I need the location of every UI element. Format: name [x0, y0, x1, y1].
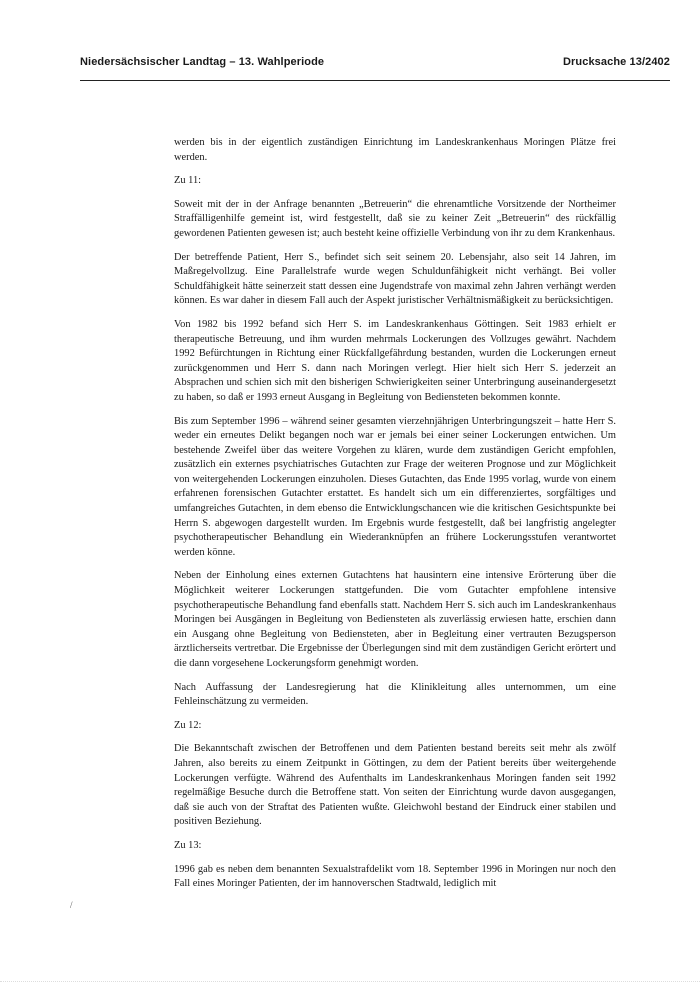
- paragraph: werden bis in der eigentlich zuständigen Einrichtung im Landeskrankenhaus Moringen Plätze frei werden.: [174, 137, 616, 163]
- page-header: [80, 56, 670, 68]
- paragraph: Der betreffende Patient, Herr S., befindet sich seit seinem 20. Lebensjahr, also seit 14 Jahren, im Maßregelvollzug. Eine Parallelstrafe wurde wegen Schuldunfähigkeit nicht verhängt. Bei voller Schuldfähigkeit hätte seinerzeit statt dessen eine Jugendstrafe von maximal zehn Jahren verhängt werden können. Es war daher in diesem Fall auch der Aspekt juristischer Verhältnismäßigkeit zu berücksichtigen.: [174, 251, 616, 307]
- header-document-number: Drucksache 13/2402: [563, 56, 670, 68]
- scan-edge-dots: [0, 981, 700, 982]
- section-heading-13: Zu 13:: [174, 839, 202, 851]
- paragraph: Soweit mit der in der Anfrage benannten „Betreuerin“ die ehrenamtliche Vorsitzende der Northeimer Straffälligenhilfe gemeint ist, wird festgestellt, daß sie zu keiner Zeit „Betreuerin“ des rückfällig gewordenen Patienten gewesen ist; auch besteht keine offizielle Verbindung von ihr zu dem Krankenhaus.: [174, 198, 616, 239]
- paragraph: Von 1982 bis 1992 befand sich Herr S. im Landeskrankenhaus Göttingen. Seit 1983 erhielt er therapeutische Betreuung, und ihm wurden mehrmals Lockerungen des Vollzuges gewährt. Nachdem 1992 Befürchtungen in Richtung einer Rückfallgefährdung bestanden, wurden die Lockerungen erneut zurückgenommen und Herr S. dann nach Moringen verlegt. Hier hielt sich Herr S. jederzeit an Absprachen und schien sich mit den bisherigen Schwierigkeiten seiner Unterbringung auseinandergesetzt zu haben, so daß er 1993 erneut Ausgang in Begleitung von Bediensteten bekommen konnte.: [174, 318, 616, 403]
- paragraph: Nach Auffassung der Landesregierung hat die Klinikleitung alles unternommen, um eine Fehleinschätzung zu vermeiden.: [174, 681, 616, 708]
- document-body: [174, 136, 616, 901]
- paragraph: Neben der Einholung eines externen Gutachtens hat hausintern eine intensive Erörterung über die Möglichkeit weiterer Lockerungen stattgefunden. Die vom Gutachter empfohlene intensive psychotherapeutische Behandlung fand ebenfalls statt. Nachdem Herr S. sich auch im Landeskrankenhaus Moringen bei Ausgängen in Begleitung von Bediensteten als zuverlässig erwiesen hatte, erschien dann ein Ausgang ohne Begleitung von Bediensteten, aber in Begleitung einer vertrauten Bezugsperson ärztlicherseits vertretbar. Die Ergebnisse der Überlegungen sind mit dem zuständigen Gericht erörtert und die dann vorgesehene Lockerungsform genehmigt worden.: [174, 570, 616, 669]
- header-publication: Niedersächsischer Landtag – 13. Wahlperiode: [80, 56, 325, 68]
- header-divider: [80, 80, 670, 81]
- section-heading-11: Zu 11:: [174, 175, 202, 187]
- paragraph: 1996 gab es neben dem benannten Sexualstrafdelikt vom 18. September 1996 in Moringen nur noch den Fall eines Moringer Patienten, der im hannoverschen Stadtwald, lediglich mit: [174, 863, 616, 890]
- paragraph: Bis zum September 1996 – während seiner gesamten vierzehnjährigen Unterbringungszeit – hatte Herr S. weder ein erneutes Delikt begangen noch war er jemals bei einer seiner Lockerungen entwichen. Um bestehende Zweifel über das weitere Vorgehen zu klären, wurde dem zuständigen Gericht empfohlen, zusätzlich ein externes psychiatrisches Gutachten zur Frage der weiteren Prognose und zur Möglichkeit von weitergehenden Lockerungen einzuholen. Dieses Gutachten, das Ende 1995 vorlag, wurde von einem erfahrenen forensischen Gutachter erstattet. Es handelt sich um ein differenziertes, sorgfältiges und umfangreiches Gutachten, in dem ebenso die Entwicklungschancen wie die kritischen Gesichtspunkte bei Herrn S. abgewogen dargestellt wurden. Im Ergebnis wurde festgestellt, daß bei langfristig angelegter psychotherapeutischer Behandlung ein Wiederanknüpfen an frühere Lockerungsstufen verantwortet werden könne.: [174, 415, 616, 558]
- scan-mark: /: [70, 900, 73, 910]
- paragraph: Die Bekanntschaft zwischen der Betroffenen und dem Patienten bestand bereits seit mehr als zwölf Jahren, also bereits zu einem Zeitpunkt in Göttingen, zu dem der Patient bereits über weitergehende Lockerungen verfügte. Während des Aufenthalts im Landeskrankenhaus Moringen fanden seit 1992 regelmäßige Besuche durch die Betroffene statt. Von seiten der Einrichtung wurde davon ausgegangen, daß sie auch von der Straftat des Patienten wußte. Gleichwohl bestand der Eindruck einer stabilen und positiven Beziehung.: [174, 743, 616, 828]
- section-heading-12: Zu 12:: [174, 719, 202, 731]
